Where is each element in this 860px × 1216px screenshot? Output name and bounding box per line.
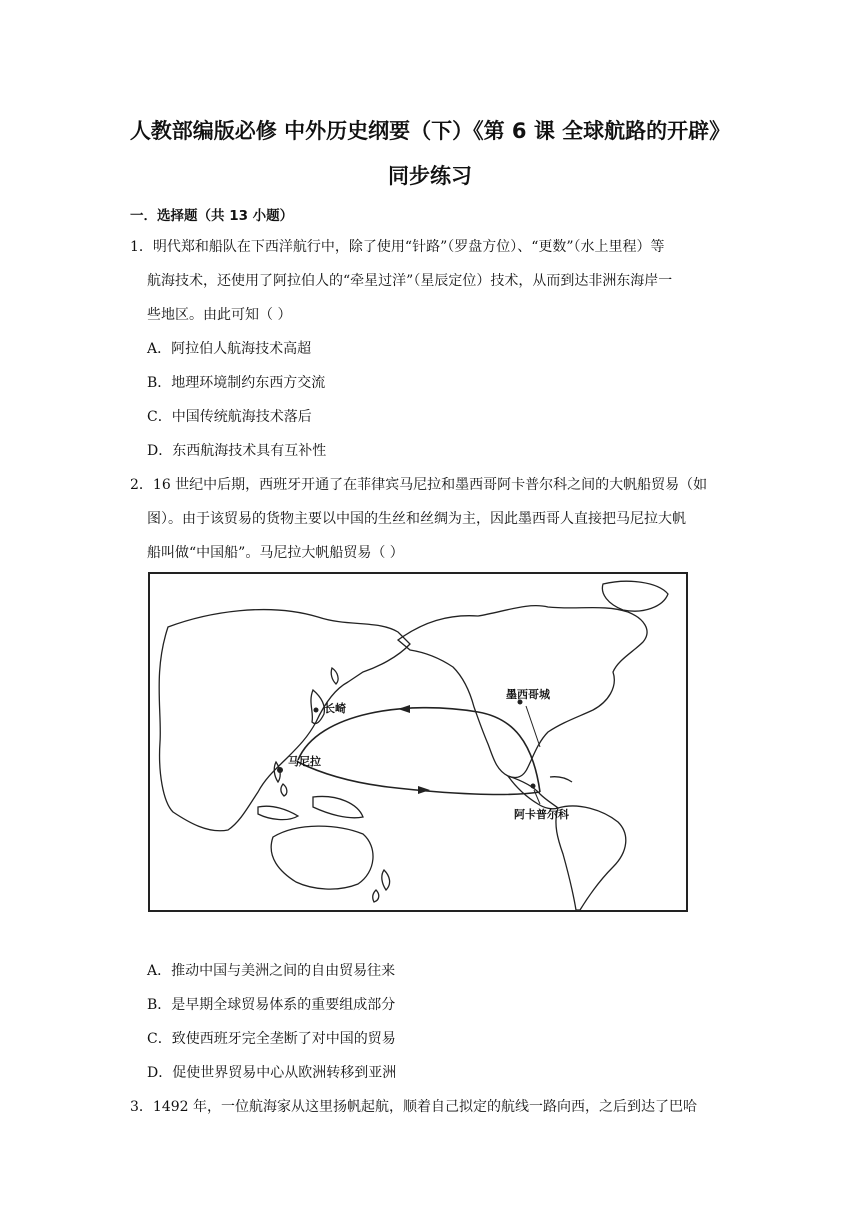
option-c: C．致使西班牙完全垄断了对中国的贸易 (147, 1031, 396, 1047)
label-mexico-city: 墨西哥城 (506, 688, 550, 701)
question-1-text: 1．明代郑和船队在下西洋航行中，除了使用“针路”（罗盘方位）、“更数”（水上里程）等 (130, 239, 665, 255)
option-c: C．中国传统航海技术落后 (147, 409, 312, 425)
option-b: B．是早期全球贸易体系的重要组成部分 (147, 997, 396, 1013)
option-b: B．地理环境制约东西方交流 (147, 375, 326, 391)
question-1-text: 航海技术，还使用了阿拉伯人的“牵星过洋”（星辰定位）技术，从而到达非洲东海岸一 (147, 273, 673, 289)
trade-route-map (148, 572, 688, 912)
question-1-text: 些地区。由此可知（ ） (147, 307, 292, 323)
option-a: A．阿拉伯人航海技术高超 (147, 341, 312, 357)
page-subtitle: 同步练习 (388, 164, 472, 188)
question-2-text: 2．16 世纪中后期，西班牙开通了在菲律宾马尼拉和墨西哥阿卡普尔科之间的大帆船贸易（如 (130, 477, 708, 493)
label-acapulco: 阿卡普尔科 (514, 808, 569, 821)
label-nagasaki: 长崎 (324, 702, 346, 715)
question-2-text: 船叫做“中国船”。马尼拉大帆船贸易（ ） (147, 545, 404, 561)
label-manila: 马尼拉 (288, 755, 321, 768)
page-title: 人教部编版必修 中外历史纲要（下）《第 6 课 全球航路的开辟》 (129, 119, 731, 143)
option-d: D．东西航海技术具有互补性 (147, 443, 327, 459)
question-3-text: 3．1492 年，一位航海家从这里扬帆起航，顺着自己拟定的航线一路向西，之后到达了巴哈 (130, 1099, 697, 1115)
option-d: D．促使世界贸易中心从欧洲转移到亚洲 (147, 1065, 397, 1081)
option-a: A．推动中国与美洲之间的自由贸易往来 (147, 963, 396, 979)
section-heading: 一．选择题（共 13 小题） (130, 208, 294, 224)
question-2-text: 图）。由于该贸易的货物主要以中国的生丝和丝绸为主，因此墨西哥人直接把马尼拉大帆 (147, 511, 686, 527)
